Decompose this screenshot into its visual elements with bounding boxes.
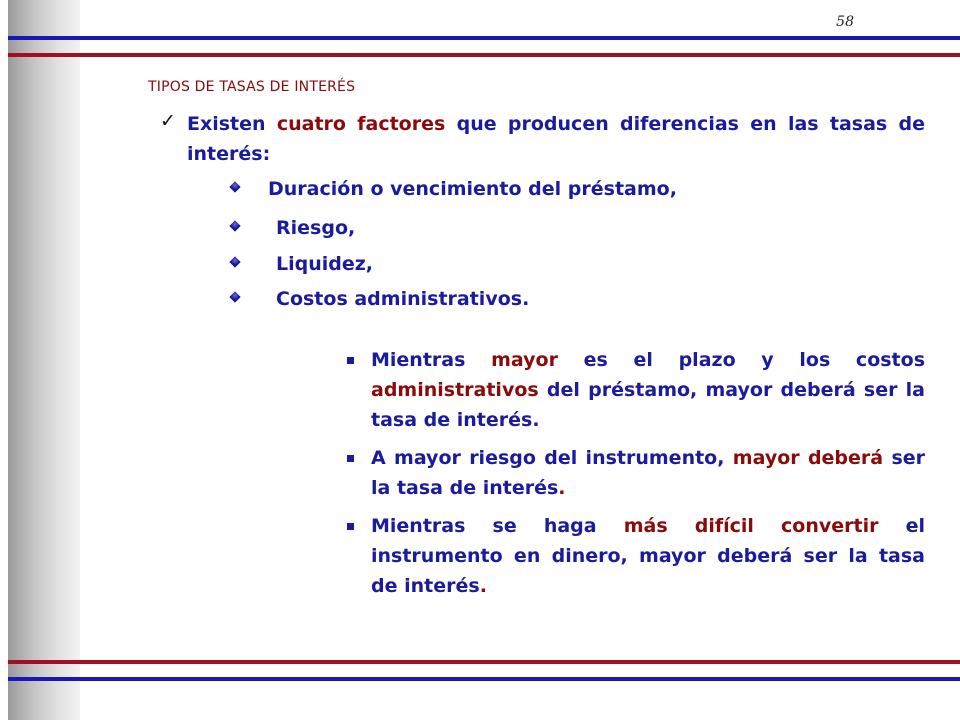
intro-paragraph: [187, 109, 925, 169]
consequence-segment: .: [479, 575, 487, 597]
square-bullet-icon: [347, 357, 354, 364]
intro-segment: Existen: [187, 113, 277, 135]
diamond-bullet-icon: [229, 181, 240, 192]
intro-segment: cuatro factores: [276, 113, 446, 135]
square-bullet-icon: [347, 523, 354, 530]
section-title: TIPOS DE TASAS DE INTERÉS: [148, 79, 356, 95]
consequence-segment: administrativos: [371, 379, 539, 401]
consequence-segment: ser la tasa de interés: [371, 447, 926, 499]
consequence-segment: Mientras: [371, 349, 492, 371]
consequence-segment: el instrumento en dinero, mayor deberá ser la tasa de interés: [371, 515, 925, 597]
consequences-list: [346, 345, 925, 609]
page-number: 58: [836, 14, 854, 30]
check-mark-icon: ✓: [160, 110, 176, 132]
consequence-segment: del préstamo, mayor deberá ser la tasa de interés.: [371, 379, 925, 431]
consequence-segment: es el plazo y los costos: [557, 349, 926, 371]
top-red-rule: [8, 53, 960, 57]
top-blue-rule: [8, 36, 960, 40]
diamond-bullet-icon: [229, 256, 240, 267]
factor-item: Riesgo,: [276, 217, 356, 239]
factor-item: Liquidez,: [276, 253, 374, 275]
consequence-segment: A mayor riesgo del instrumento,: [371, 447, 733, 469]
consequence-segment: mayor deberá: [732, 447, 884, 469]
consequence-item: [346, 511, 925, 601]
factor-item: Duración o vencimiento del préstamo,: [268, 178, 677, 200]
bottom-blue-rule: [8, 677, 960, 681]
consequence-segment: .: [558, 477, 566, 499]
consequence-item: [346, 345, 925, 435]
factor-item: Costos administrativos.: [276, 288, 530, 310]
intro-segment: que producen diferencias en las tasas de interés:: [187, 113, 925, 165]
side-gradient-bar: [8, 0, 80, 720]
consequence-segment: Mientras se haga: [371, 515, 624, 537]
consequence-item: [346, 443, 925, 503]
diamond-bullet-icon: [229, 220, 240, 231]
bottom-red-rule: [8, 660, 960, 664]
diamond-bullet-icon: [229, 291, 240, 302]
consequence-segment: más difícil convertir: [623, 515, 879, 537]
consequence-segment: mayor: [491, 349, 558, 371]
square-bullet-icon: [347, 455, 354, 462]
